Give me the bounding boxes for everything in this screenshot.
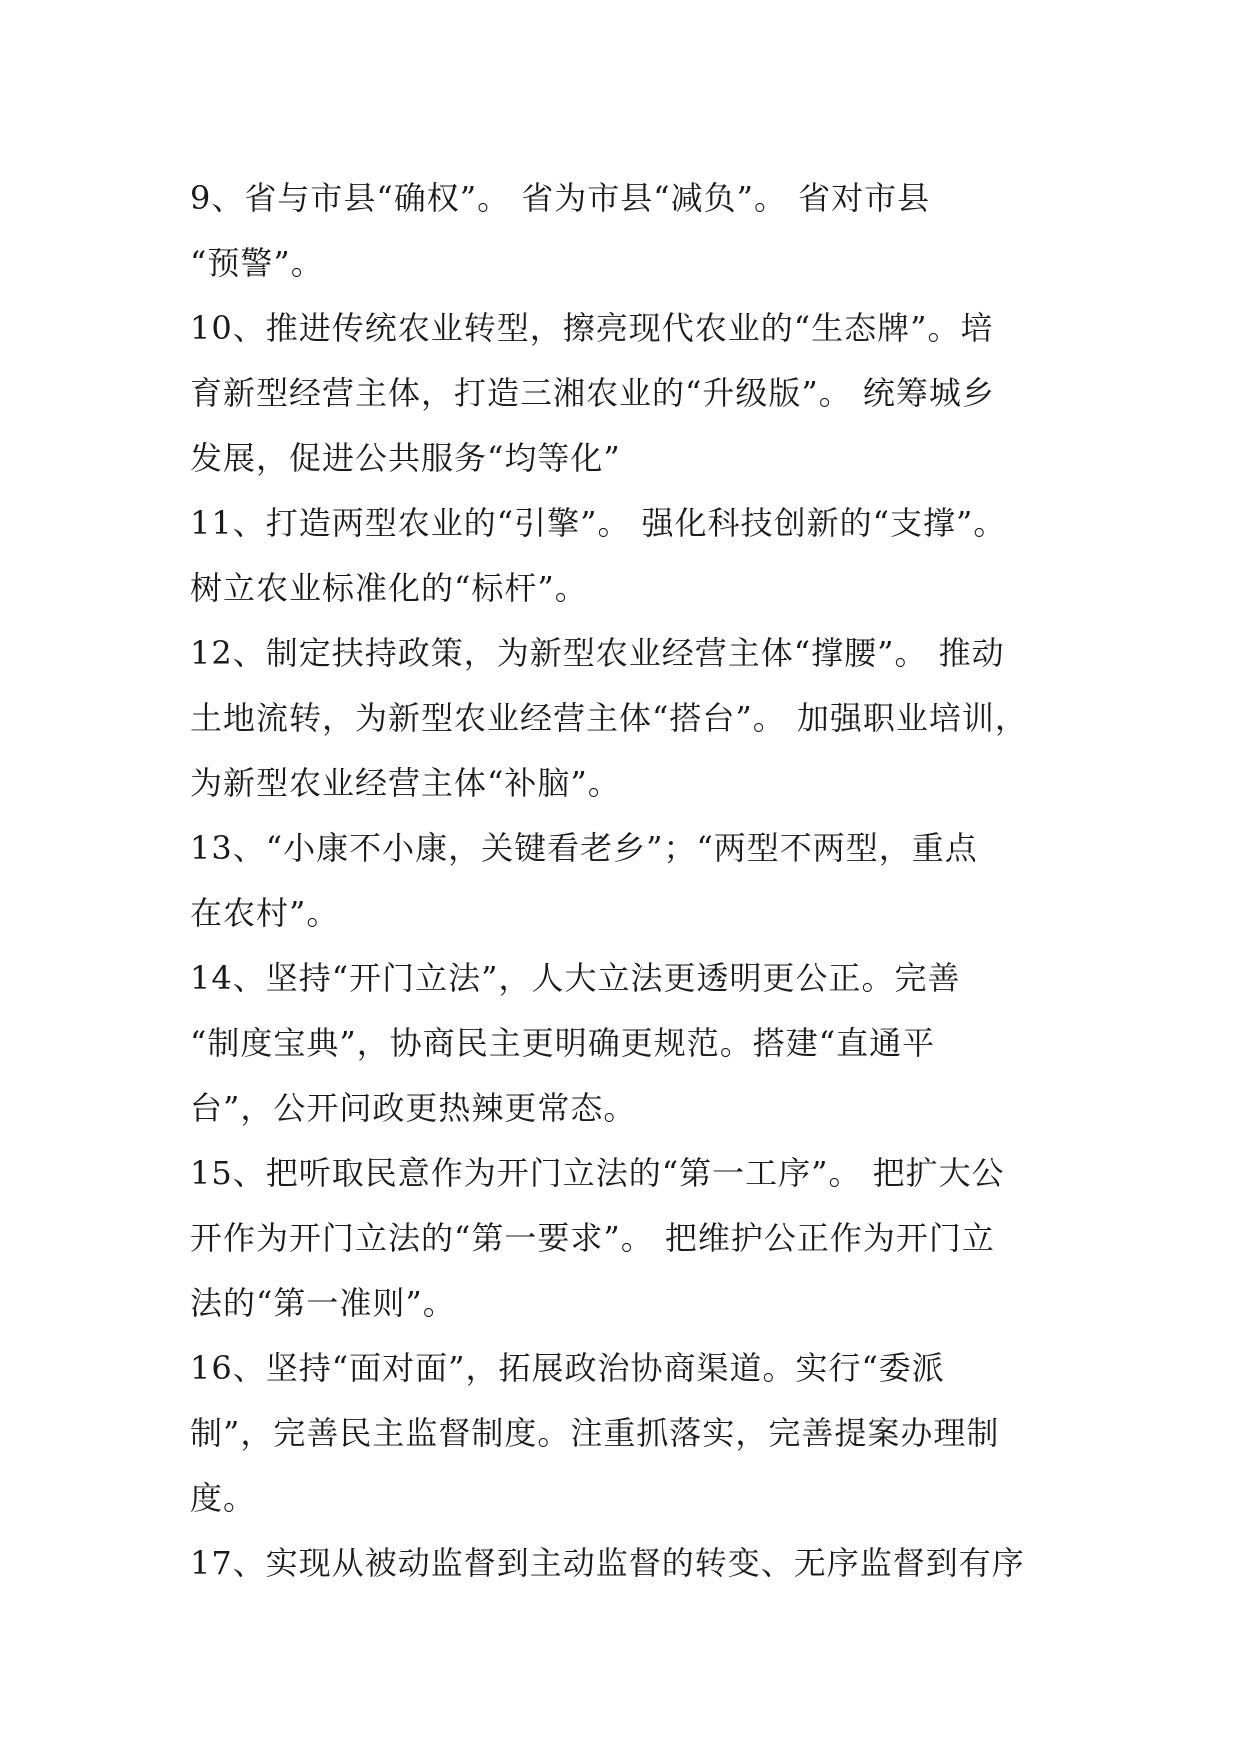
text-line: 土地流转，为新型农业经营主体“搭台”。 加强职业培训， <box>190 699 1028 737</box>
text-line: 为新型农业经营主体“补脑”。 <box>190 764 621 802</box>
text-line: 11、打造两型农业的“引擎”。 强化科技创新的“支撑”。 <box>190 504 1007 542</box>
item-9 <box>190 166 1090 296</box>
text-line: 9、省与市县“确权”。 省为市县“减负”。 省对市县 <box>190 179 931 217</box>
document-body <box>190 166 1090 1596</box>
text-line: 法的“第一准则”。 <box>190 1284 456 1322</box>
item-16 <box>190 1336 1090 1531</box>
text-line: 开作为开门立法的“第一要求”。 把维护公正作为开门立 <box>190 1219 995 1257</box>
text-line: 12、制定扶持政策，为新型农业经营主体“撑腰”。 推动 <box>190 634 1005 672</box>
text-line: 在农村”。 <box>190 894 340 932</box>
item-13 <box>190 816 1090 946</box>
text-line: 树立农业标准化的“标杆”。 <box>190 569 588 607</box>
text-line: 10、推进传统农业转型，擦亮现代农业的“生态牌”。培 <box>190 309 994 347</box>
item-15 <box>190 1141 1090 1336</box>
text-line: 13、“小康不小康，关键看老乡”；“两型不两型，重点 <box>190 829 978 867</box>
text-line: 发展，促进公共服务“均等化” <box>190 439 621 477</box>
text-line: “制度宝典”，协商民主更明确更规范。搭建“直通平 <box>190 1024 936 1062</box>
text-line: 台”，公开问政更热辣更常态。 <box>190 1089 637 1127</box>
item-12 <box>190 621 1090 816</box>
text-line: 16、坚持“面对面”，拓展政治协商渠道。实行“委派 <box>190 1349 945 1387</box>
text-line: 育新型经营主体，打造三湘农业的“升级版”。 统筹城乡 <box>190 374 995 412</box>
text-line: 14、坚持“开门立法”，人大立法更透明更公正。完善 <box>190 959 961 997</box>
text-line: 制”，完善民主监督制度。注重抓落实，完善提案办理制 <box>190 1414 1000 1452</box>
text-line: 度。 <box>190 1479 257 1517</box>
item-17 <box>190 1531 1090 1596</box>
text-line: “预警”。 <box>190 244 324 282</box>
item-11 <box>190 491 1090 621</box>
item-10 <box>190 296 1090 491</box>
text-line: 15、把听取民意作为开门立法的“第一工序”。 把扩大公 <box>190 1154 1005 1192</box>
item-14 <box>190 946 1090 1141</box>
text-line: 17、实现从被动监督到主动监督的转变、无序监督到有序 <box>190 1544 1025 1582</box>
